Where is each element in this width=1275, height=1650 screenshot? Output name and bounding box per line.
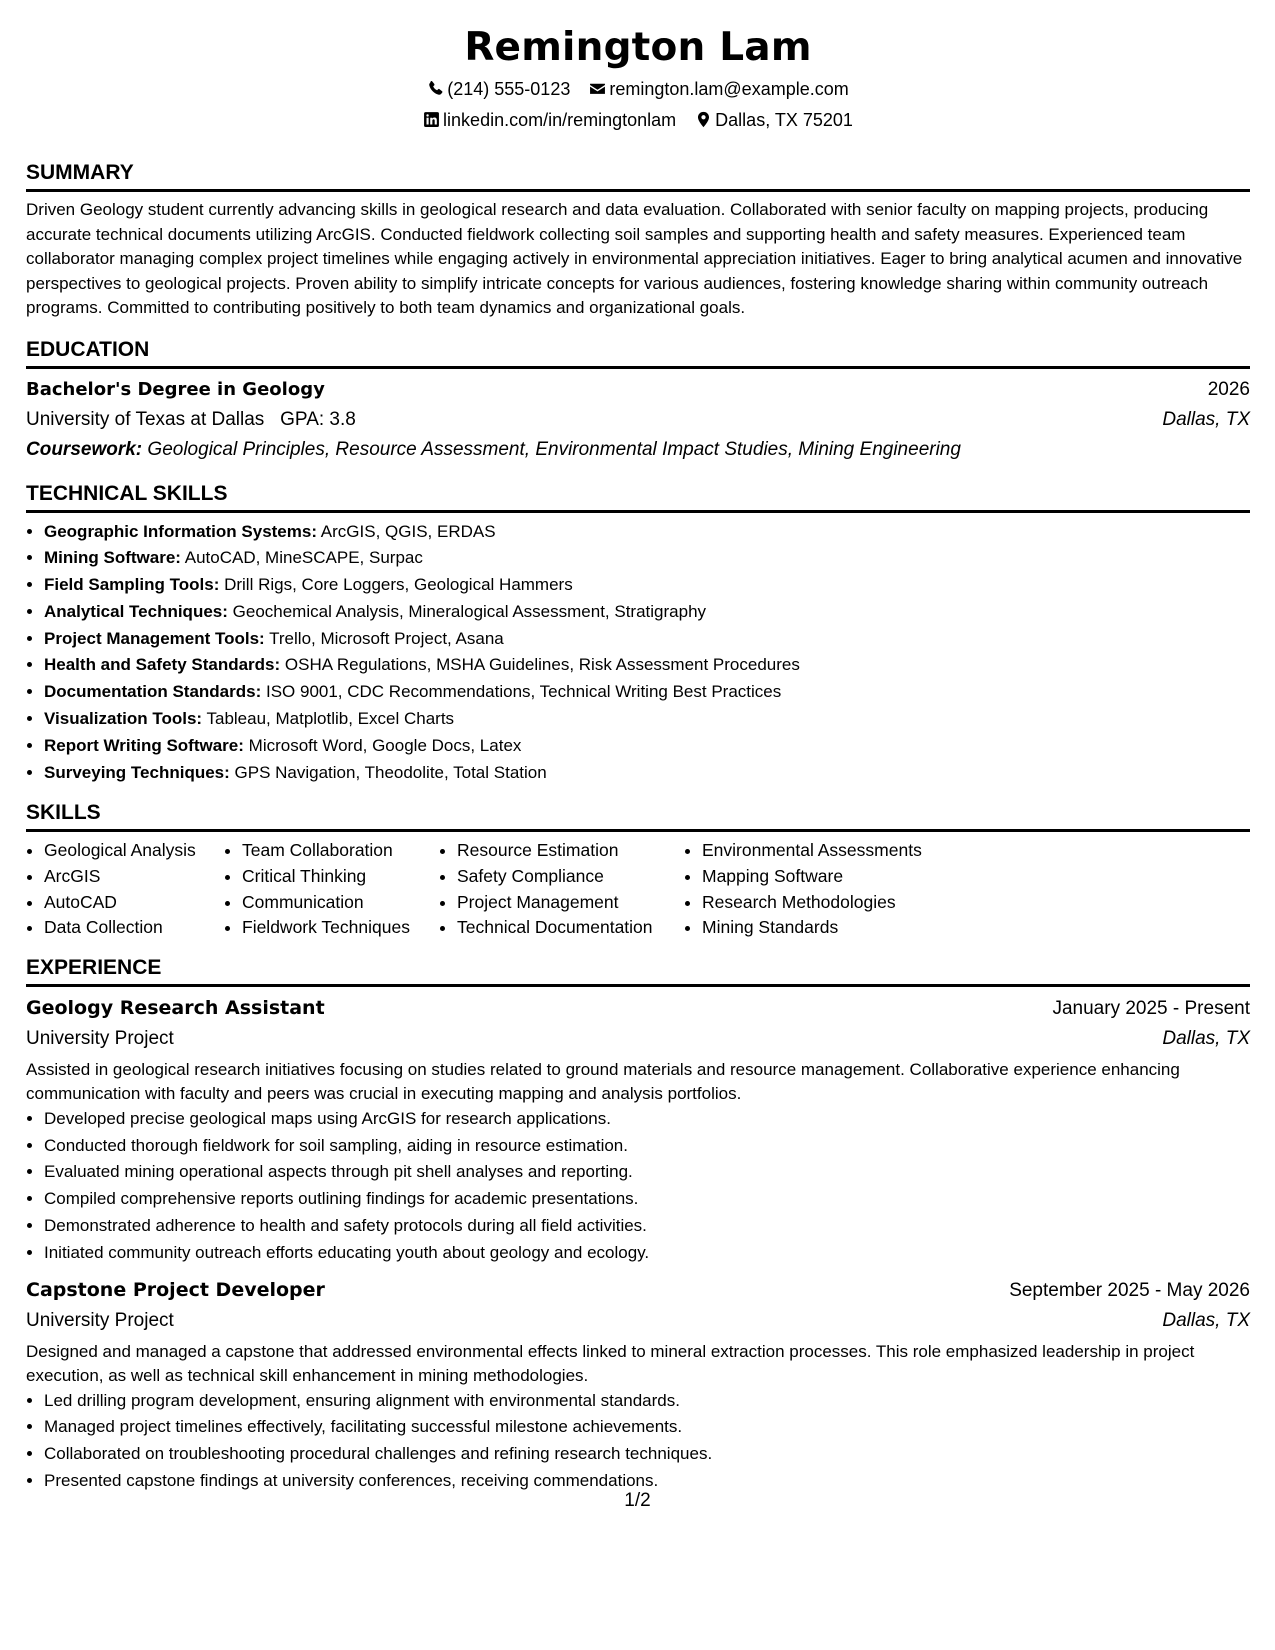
- list-item: • Mining Standards: [702, 915, 962, 941]
- skill-values: Geochemical Analysis, Mineralogical Assessment, Stratigraphy: [232, 601, 707, 621]
- coursework-list: Geological Principles, Resource Assessment, Environmental Impact Studies, Mining Engineering: [147, 438, 961, 460]
- linkedin-text: linkedin.com/in/remingtonlam: [443, 110, 677, 130]
- list-item: • Research Methodologies: [702, 890, 962, 916]
- list-item: [44, 519, 1250, 546]
- skill-values: Tableau, Matplotlib, Excel Charts: [206, 709, 455, 729]
- candidate-name: Remington Lam: [464, 25, 812, 70]
- technical-skills-list: [26, 519, 1250, 787]
- list-item: • Fieldwork Techniques: [242, 915, 439, 941]
- job-entry: [26, 1275, 1250, 1495]
- job-title-row: [26, 1275, 1250, 1306]
- technical-skills-heading: TECHNICAL SKILLS: [26, 481, 1250, 513]
- skill-category: Health and Safety Standards:: [44, 655, 281, 675]
- list-item: • Demonstrated adherence to health and safety protocols during all field activities.: [44, 1213, 1250, 1240]
- job-description: Designed and managed a capstone that addressed environmental effects linked to mineral extraction processes. This role emphasized leadership in project execution, as well as technical skill enhancement in mining methodologies.: [26, 1341, 1195, 1385]
- linkedin-icon: [423, 111, 440, 128]
- job-organization: University Project: [26, 1309, 174, 1331]
- list-item: • Led drilling program development, ensuring alignment with environmental standards.: [44, 1388, 1250, 1415]
- skill-values: ISO 9001, CDC Recommendations, Technical Writing Best Practices: [265, 682, 782, 702]
- skill-category: Report Writing Software:: [44, 735, 244, 755]
- skills-heading: SKILLS: [26, 800, 1250, 832]
- list-item: • Mapping Software: [702, 864, 962, 890]
- list-item: [44, 706, 1250, 733]
- coursework-label: Coursework:: [26, 438, 143, 460]
- list-item: • Technical Documentation: [457, 915, 684, 941]
- school-location: Dallas, TX: [1162, 408, 1250, 430]
- skill-category: Surveying Techniques:: [44, 762, 230, 782]
- list-item: • Data Collection: [44, 915, 224, 941]
- list-item: • Project Management: [457, 890, 684, 916]
- graduation-year: 2026: [1207, 378, 1250, 400]
- list-item: • Conducted thorough fieldwork for soil sampling, aiding in resource estimation.: [44, 1133, 1250, 1160]
- job-location: Dallas, TX: [1162, 1027, 1250, 1049]
- skill-category: Documentation Standards:: [44, 682, 262, 702]
- list-item: • Initiated community outreach efforts educating youth about geology and ecology.: [44, 1240, 1250, 1267]
- list-item: • Safety Compliance: [457, 864, 684, 890]
- email-contact[interactable]: [589, 74, 848, 105]
- skills-section: [26, 800, 1250, 940]
- job-dates: January 2025 - Present: [1052, 997, 1250, 1019]
- resume-page: [26, 22, 1250, 1495]
- list-item: • Evaluated mining operational aspects through pit shell analyses and reporting.: [44, 1159, 1250, 1186]
- list-item: [44, 572, 1250, 599]
- list-item: [44, 545, 1250, 572]
- skill-values: Trello, Microsoft Project, Asana: [269, 628, 504, 648]
- list-item: • AutoCAD: [44, 890, 224, 916]
- list-item: • Compiled comprehensive reports outlining findings for academic presentations.: [44, 1186, 1250, 1213]
- page-number: 1/2: [624, 1490, 651, 1511]
- job-org-row: [26, 1024, 1250, 1054]
- skill-values: OSHA Regulations, MSHA Guidelines, Risk Assessment Procedures: [284, 655, 800, 675]
- phone-contact: [427, 74, 570, 105]
- skill-category: Project Management Tools:: [44, 628, 265, 648]
- job-title: Geology Research Assistant: [26, 996, 325, 1019]
- skills-column-3: [439, 838, 684, 940]
- job-title-row: [26, 993, 1250, 1024]
- map-pin-icon: [695, 111, 712, 128]
- skill-category: Visualization Tools:: [44, 709, 203, 729]
- job-bullets: [26, 1106, 1250, 1267]
- degree-name: Bachelor's Degree in Geology: [26, 378, 325, 400]
- technical-skills-section: [26, 481, 1250, 787]
- skill-values: GPS Navigation, Theodolite, Total Station: [234, 762, 547, 782]
- location-contact: [695, 105, 853, 136]
- list-item: [44, 733, 1250, 760]
- skill-values: ArcGIS, QGIS, ERDAS: [320, 521, 496, 541]
- list-item: [44, 679, 1250, 706]
- education-heading: EDUCATION: [26, 337, 1250, 369]
- experience-heading: EXPERIENCE: [26, 955, 1250, 987]
- linkedin-contact[interactable]: [423, 105, 676, 136]
- skill-values: Microsoft Word, Google Docs, Latex: [248, 735, 522, 755]
- experience-section: [26, 955, 1250, 1495]
- summary-text: Driven Geology student currently advancing skills in geological research and data evaluation. Collaborated with senior faculty on mapping projects, producing accurate technical documents utilizing ArcGIS. Conducted fieldwork collecting soil samples and supporting health and safety measures. Experienced team collaborator managing complex project timelines while engaging actively in environmental appreciation initiatives. Eager to bring analytical acumen and innovative perspectives to geological projects. Proven ability to simplify intricate concepts for various audiences, fostering knowledge sharing within community outreach programs. Committed to contributing positively to both team dynamics and organizational goals.: [26, 200, 1243, 317]
- email-text: remington.lam@example.com: [609, 79, 849, 99]
- list-item: • Team Collaboration: [242, 838, 439, 864]
- job-organization: University Project: [26, 1027, 174, 1049]
- skills-column-2: [224, 838, 439, 940]
- job-dates: September 2025 - May 2026: [1009, 1279, 1250, 1301]
- contact-line-1: [26, 74, 1250, 105]
- job-title: Capstone Project Developer: [26, 1278, 325, 1301]
- skill-category: Mining Software:: [44, 548, 181, 568]
- envelope-icon: [589, 80, 606, 97]
- coursework-line: [26, 435, 1250, 465]
- list-item: • Geological Analysis: [44, 838, 224, 864]
- summary-section: [26, 160, 1250, 321]
- skill-values: Drill Rigs, Core Loggers, Geological Hammers: [224, 575, 573, 595]
- list-item: • Environmental Assessments: [702, 838, 962, 864]
- location-text: Dallas, TX 75201: [715, 110, 853, 130]
- school-line: [26, 405, 356, 435]
- phone-text: (214) 555-0123: [447, 79, 571, 99]
- list-item: • Collaborated on troubleshooting procedural challenges and refining research techniques.: [44, 1441, 1250, 1468]
- list-item: • Developed precise geological maps using ArcGIS for research applications.: [44, 1106, 1250, 1133]
- job-location: Dallas, TX: [1162, 1309, 1250, 1331]
- phone-icon: [427, 80, 444, 97]
- list-item: [44, 760, 1250, 787]
- job-org-row: [26, 1306, 1250, 1336]
- list-item: [44, 599, 1250, 626]
- job-description: Assisted in geological research initiatives focusing on studies related to ground materials and resource management. Collaborative experience enhancing communication with faculty and peers was crucial in executing mapping and analysis portfolios.: [26, 1059, 1180, 1103]
- summary-heading: SUMMARY: [26, 160, 1250, 192]
- skill-category: Analytical Techniques:: [44, 601, 228, 621]
- skill-category: Field Sampling Tools:: [44, 575, 220, 595]
- list-item: • Communication: [242, 890, 439, 916]
- skills-column-1: [26, 838, 224, 940]
- list-item: [44, 652, 1250, 679]
- skill-values: AutoCAD, MineSCAPE, Surpac: [184, 548, 423, 568]
- skills-grid: [26, 838, 1250, 940]
- education-section: [26, 337, 1250, 465]
- job-entry: [26, 993, 1250, 1267]
- list-item: • ArcGIS: [44, 864, 224, 890]
- list-item: • Managed project timelines effectively, facilitating successful milestone achievements.: [44, 1414, 1250, 1441]
- list-item: • Critical Thinking: [242, 864, 439, 890]
- list-item: • Presented capstone findings at university conferences, receiving commendations.: [44, 1468, 1250, 1495]
- contact-line-2: [26, 105, 1250, 136]
- job-bullets: [26, 1388, 1250, 1495]
- school-name: University of Texas at Dallas: [26, 408, 265, 430]
- gpa: GPA: 3.8: [280, 408, 356, 430]
- list-item: [44, 626, 1250, 653]
- skills-column-4: [684, 838, 962, 940]
- education-title-row: [26, 375, 1250, 405]
- education-school-row: [26, 405, 1250, 435]
- list-item: • Resource Estimation: [457, 838, 684, 864]
- skill-category: Geographic Information Systems:: [44, 521, 317, 541]
